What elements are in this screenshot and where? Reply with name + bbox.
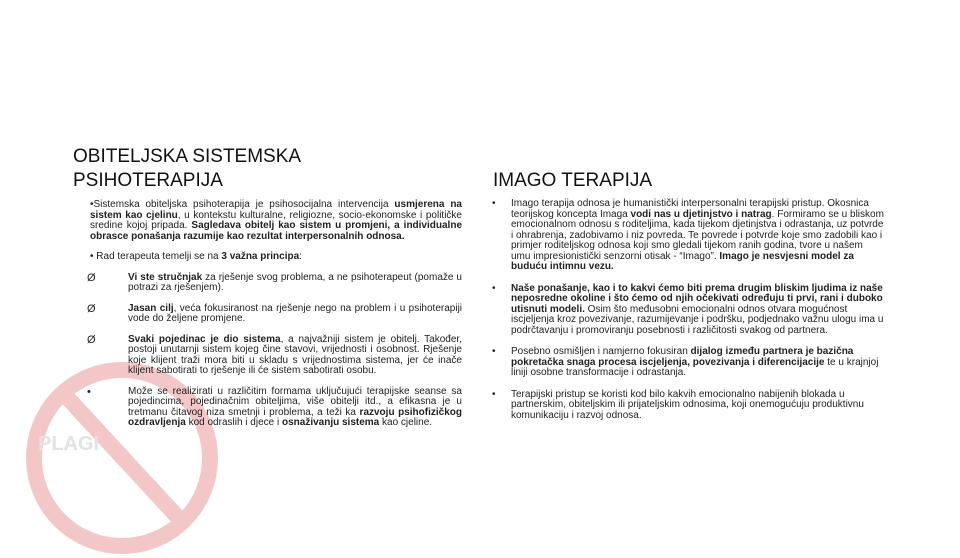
watermark-label: PLAGI	[38, 433, 100, 455]
arrow-bullet-icon: Ø	[87, 271, 96, 284]
arrow-bullet-icon: Ø	[87, 302, 96, 315]
bullet-icon: •	[492, 282, 496, 294]
principle-item: Ø Svaki pojedinac je dio sistema, a najvažniji sistem je obitelj. Također, postoji unutarnji sistem kojeg čine stavovi, vrijednosti i osobnost. Rješenje koje klijent traži mora biti u skladu s vrijednostima sistema, jer će inače klijent sabotirati to rješenje ili će sistem sabotirati osobu.	[87, 333, 462, 376]
bullet-icon: •	[87, 385, 91, 398]
imago-bullet: • Imago terapija odnosa je humanistički interpersonalni terapijski pristup. Okosnica teorijskog koncepta Imaga vodi nas u djetinjstvo i natrag. Formiramo se u bliskom emocionalnom odnosu s roditeljima, kada tijekom djetinjstva i odrastanja, uz potvrde i ohrabrenja, zadobivamo i niz povreda. Te povrede i potvrde koje smo zadobili kao i primjer roditeljskog odnosa koji smo gledali tijekom ranih godina, tvore u našem umu impresionistički senzorni otisak - “Imago”. Imago je nesvjesni model za buduću intimnu vezu.	[492, 198, 884, 272]
imago-bullet: • Posebno osmišljen i namjerno fokusiran dijalog između partnera je bazična pokretačka snaga procesa iscjeljenja, povezivanja i diferencijacije te u krajnjoj liniji osobne transformacije i odrastanja.	[492, 346, 879, 378]
left-title	[73, 145, 373, 193]
left-lead: • Rad terapeuta temelji se na 3 važna principa:	[90, 251, 302, 262]
bullet-icon: •	[492, 346, 496, 357]
left-intro: •Sistemska obiteljska psihoterapija je psihosocijalna intervencija usmjerena na sistem kao cjelinu, u kontekstu kulturalne, religiozne, socio-ekonomske i političke sredine kojoj pripada. Sagledava obitelj kao sistem u promjeni, a individualne obrasce ponašanja razumije kao rezultat interpersonalnih odnosa.	[90, 199, 463, 242]
right-title: IMAGO TERAPIJA	[493, 170, 653, 191]
left-column	[87, 199, 463, 439]
principle-item: Ø Vi ste stručnjak za rješenje svog problema, a ne psihoterapeut (pomaže u potrazi za rješenjem).	[87, 271, 462, 293]
bullet-icon: •	[492, 198, 496, 209]
forms-item: • Može se realizirati u različitim formama uključujući terapijske seanse sa pojedincima, pojedinačnim obiteljima, više obitelji itd., a efikasna je u tretmanu čitavog niza smetnji i problema, a teži ka razvoju psihofizičkog ozdravljenja kod odraslih i djece i osnaživanju sistema kao cjeline.	[87, 385, 463, 428]
imago-bullet: • Naše ponašanje, kao i to kakvi ćemo biti prema drugim bliskim ljudima iz naše neposredne okoline i što ćemo od njih očekivati određuju ti prvi, rani i duboko utisnuti modeli. Osim što međusobni emocionalni odnos otvara mogućnost iscjeljenja kroz povezivanje, razumijevanje i podršku, podjednako važnu ulogu ima u podrčtavanju i promoviranju posebnosti i različitosti svakog od partnera.	[492, 282, 884, 336]
left-title-line1: OBITELJSKA SISTEMSKA	[73, 146, 302, 167]
imago-bullet: • Terapijski pristup se koristi kod bilo kakvih emocionalno nabijenih blokada u partnerskim, obiteljskim ili prijateljskim odnosima, koji onemogućuju produktivnu komunikaciju i razvoj odnosa.	[492, 388, 864, 421]
left-title-line2: PSIHOTERAPIJA	[73, 170, 223, 191]
arrow-bullet-icon: Ø	[87, 333, 96, 346]
right-column	[492, 199, 884, 432]
bullet-icon: •	[492, 388, 496, 400]
principle-item: Ø Jasan cilj, veća fokusiranost na rješenje nego na problem i u psihoterapiji vode do željene promjene.	[87, 302, 463, 324]
